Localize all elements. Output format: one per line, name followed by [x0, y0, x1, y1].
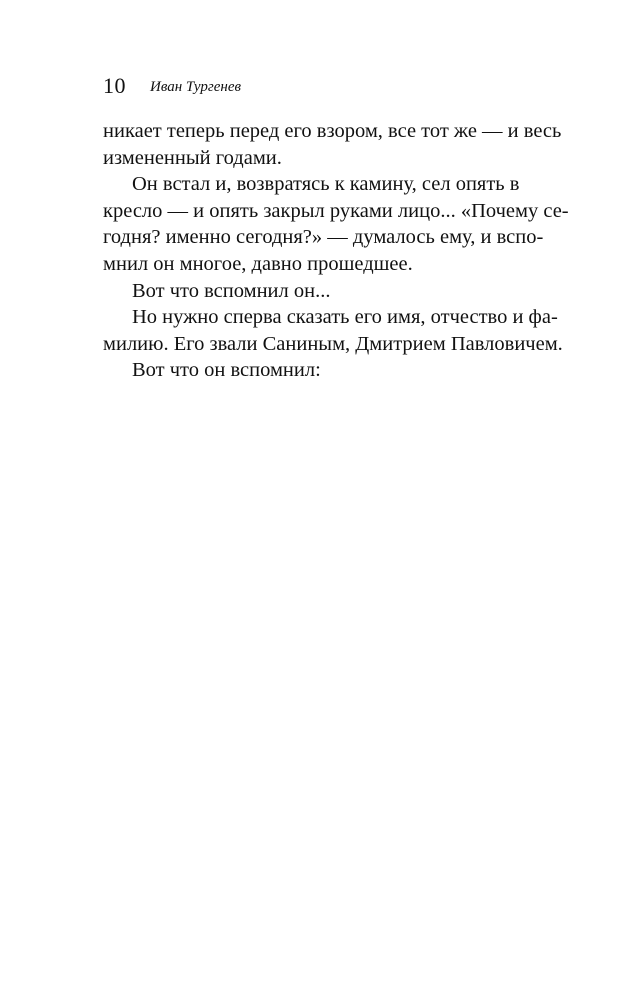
text-line: Но нужно сперва сказать его имя, отчество и фа-: [132, 306, 558, 329]
paragraph-4: [103, 304, 563, 357]
text-line: годня? именно сегодня?» — думалось ему, и вспо-: [103, 226, 544, 249]
text-line: измененный годами.: [103, 146, 282, 169]
text-line: Вот что он вспомнил:: [132, 359, 321, 382]
paragraph-5: [103, 357, 518, 384]
page-header: [103, 73, 241, 99]
paragraph-2: [103, 171, 569, 277]
text-line: Вот что вспомнил он...: [132, 279, 331, 302]
text-line: кресло — и опять закрыл руками лицо... «Почему се-: [103, 199, 569, 222]
text-line: мнил он многое, давно прошедшее.: [103, 252, 413, 275]
page-number: 10: [103, 73, 126, 98]
text-line: Он встал и, возвратясь к камину, сел опять в: [132, 173, 520, 196]
paragraph-1: [103, 118, 562, 171]
paragraph-3: [103, 278, 518, 305]
text-line: милию. Его звали Саниным, Дмитрием Павловичем.: [103, 332, 563, 355]
body-text: [103, 118, 569, 384]
running-head-author: Иван Тургенев: [150, 79, 241, 95]
text-line: никает теперь перед его взором, все тот же — и весь: [103, 120, 562, 142]
